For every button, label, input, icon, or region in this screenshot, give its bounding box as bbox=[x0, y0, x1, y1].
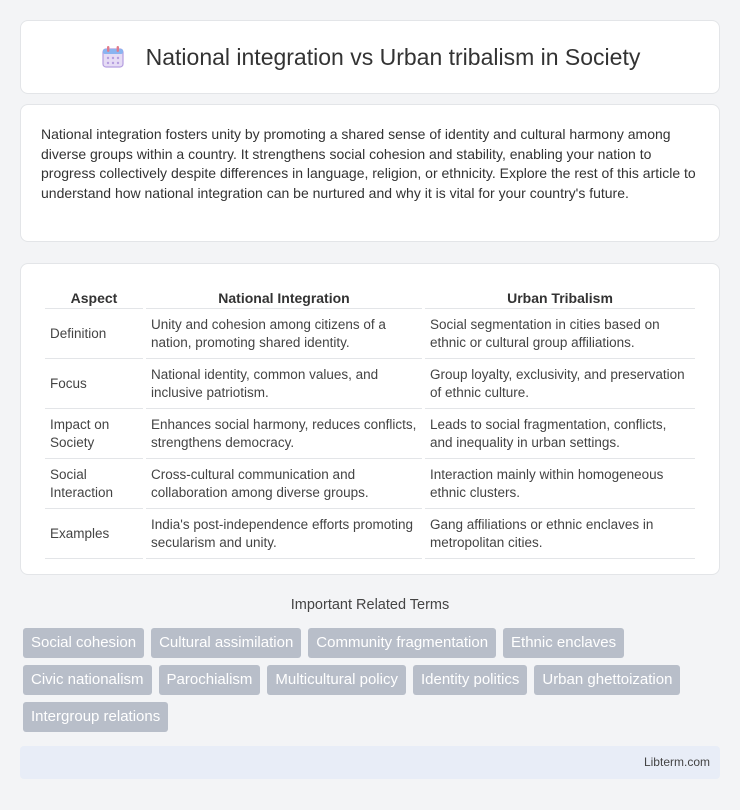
term-tag[interactable]: Cultural assimilation bbox=[151, 628, 301, 658]
intro-text: National integration fosters unity by promoting a shared sense of identity and cultural harmony among diverse groups within a country. It strengthens social cohesion and stability, enabling your nation to progress collectively despite differences in language, religion, or ethnicity. Explore the rest of this article to understand how national integration can be nurtured and why it is vital for your country's future. bbox=[41, 126, 696, 201]
table-row bbox=[45, 409, 695, 459]
header-aspect: Aspect bbox=[45, 284, 143, 309]
table-cell: Cross-cultural communication and collaboration among diverse groups. bbox=[146, 459, 422, 509]
table-header-row bbox=[45, 284, 695, 309]
term-tag[interactable]: Intergroup relations bbox=[23, 702, 168, 732]
term-tag[interactable]: Social cohesion bbox=[23, 628, 144, 658]
table-cell: Examples bbox=[45, 509, 143, 559]
header-national-integration: National Integration bbox=[146, 284, 422, 309]
footer bbox=[20, 746, 720, 779]
table-cell: Social segmentation in cities based on ethnic or cultural group affiliations. bbox=[425, 309, 695, 359]
table-row bbox=[45, 359, 695, 409]
intro-card bbox=[20, 104, 720, 242]
related-terms-title: Important Related Terms bbox=[290, 597, 450, 613]
term-tag[interactable]: Identity politics bbox=[413, 665, 527, 695]
table-cell: Enhances social harmony, reduces conflicts, strengthens democracy. bbox=[146, 409, 422, 459]
table-cell: Focus bbox=[45, 359, 143, 409]
comparison-table-card bbox=[20, 263, 720, 575]
related-terms-list bbox=[23, 628, 723, 732]
title-card bbox=[20, 20, 720, 94]
term-tag[interactable]: Parochialism bbox=[159, 665, 261, 695]
table-row bbox=[45, 309, 695, 359]
table-cell: Definition bbox=[45, 309, 143, 359]
term-tag[interactable]: Urban ghettoization bbox=[534, 665, 680, 695]
footer-site-link[interactable]: Libterm.com bbox=[643, 755, 710, 769]
table-cell: National identity, common values, and inclusive patriotism. bbox=[146, 359, 422, 409]
term-tag[interactable]: Ethnic enclaves bbox=[503, 628, 624, 658]
table-row bbox=[45, 459, 695, 509]
table-cell: Unity and cohesion among citizens of a nation, promoting shared identity. bbox=[146, 309, 422, 359]
table-cell: India's post-independence efforts promoting secularism and unity. bbox=[146, 509, 422, 559]
calendar-icon bbox=[100, 44, 126, 70]
table-cell: Leads to social fragmentation, conflicts, and inequality in urban settings. bbox=[425, 409, 695, 459]
table-cell: Interaction mainly within homogeneous ethnic clusters. bbox=[425, 459, 695, 509]
table-row bbox=[45, 509, 695, 559]
comparison-table bbox=[42, 284, 698, 559]
table-cell: Group loyalty, exclusivity, and preservation of ethnic culture. bbox=[425, 359, 695, 409]
header-urban-tribalism: Urban Tribalism bbox=[425, 284, 695, 309]
table-cell: Social Interaction bbox=[45, 459, 143, 509]
table-cell: Impact on Society bbox=[45, 409, 143, 459]
term-tag[interactable]: Civic nationalism bbox=[23, 665, 152, 695]
page-title: National integration vs Urban tribalism in Society bbox=[145, 43, 641, 70]
table-cell: Gang affiliations or ethnic enclaves in metropolitan cities. bbox=[425, 509, 695, 559]
term-tag[interactable]: Community fragmentation bbox=[308, 628, 496, 658]
term-tag[interactable]: Multicultural policy bbox=[267, 665, 406, 695]
